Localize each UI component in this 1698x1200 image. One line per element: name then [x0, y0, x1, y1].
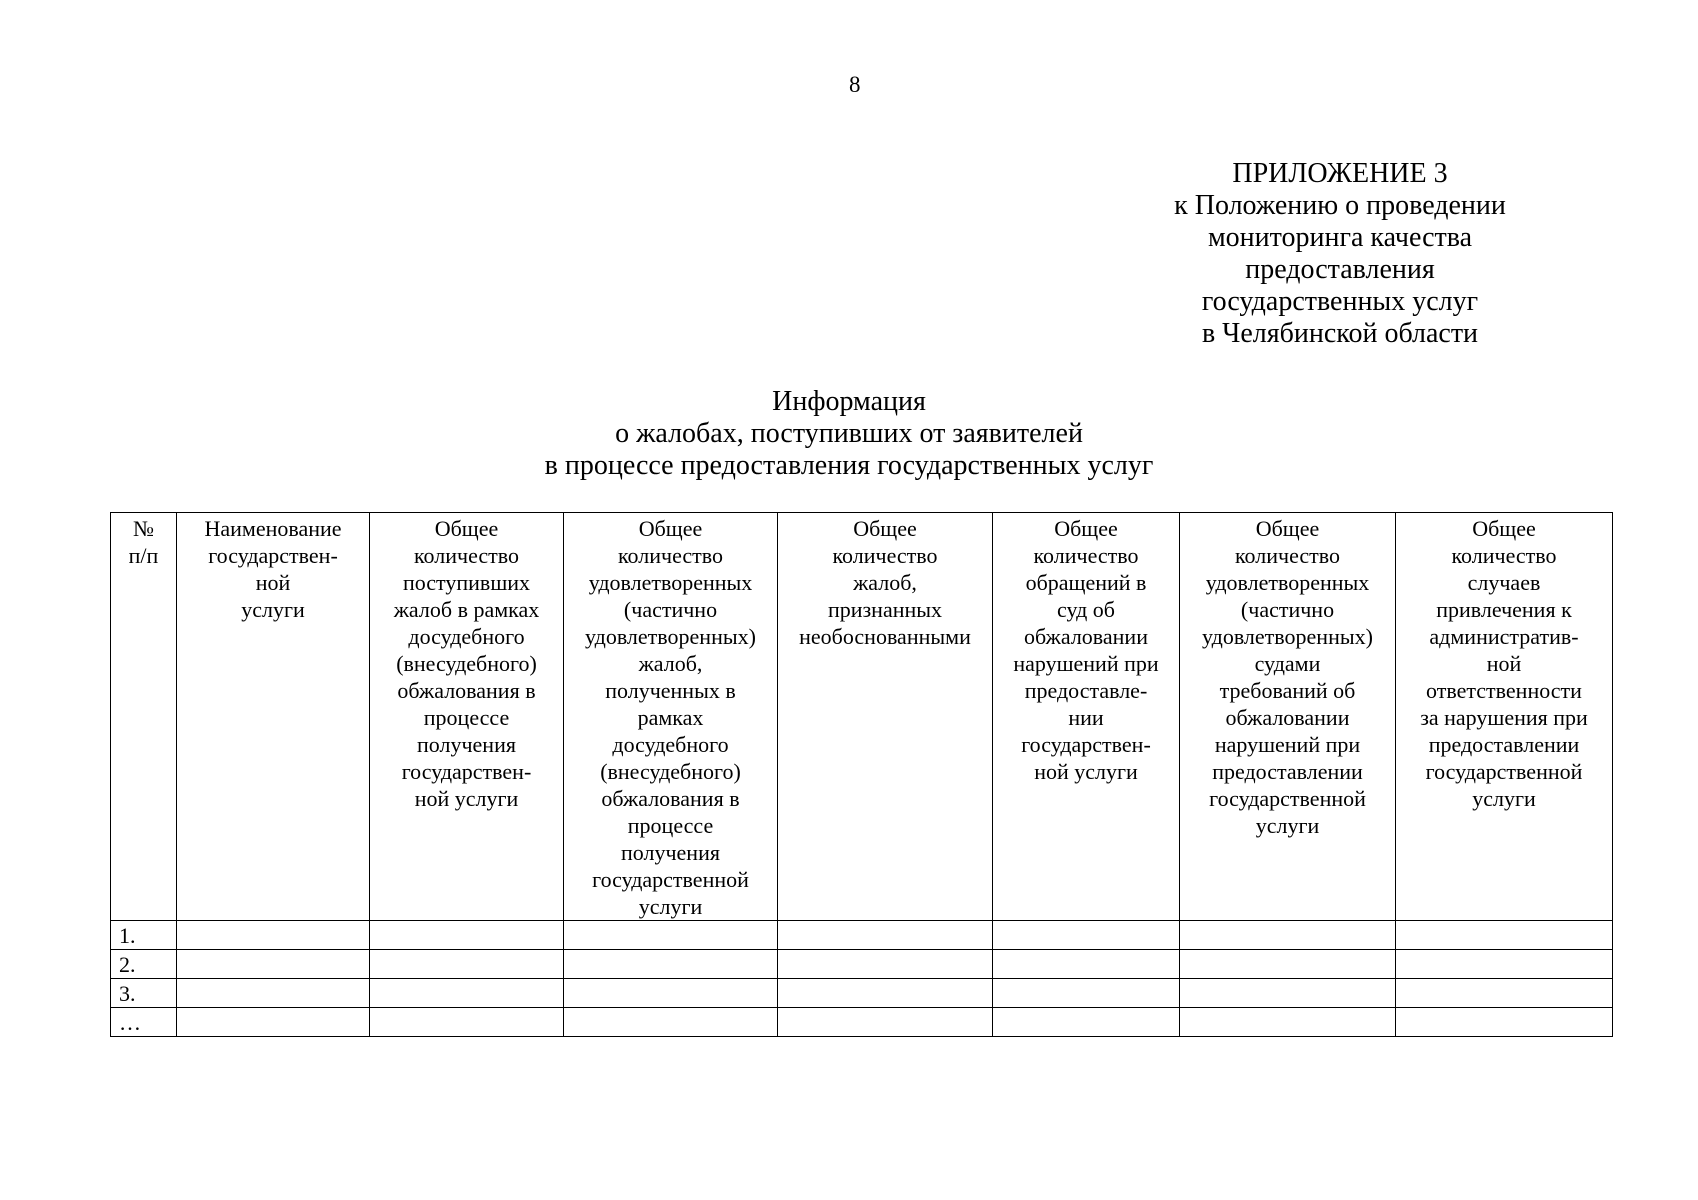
table-cell [1396, 1008, 1613, 1037]
table-cell [177, 979, 370, 1008]
complaints-table [110, 512, 1613, 1037]
appendix-line: ПРИЛОЖЕНИЕ 3 [1232, 158, 1448, 189]
page-number: 8 [849, 72, 861, 97]
header-number: № п/п [111, 513, 177, 921]
table-cell [370, 950, 564, 979]
table-cell [564, 921, 778, 950]
table-cell [778, 979, 993, 1008]
table-cell [1180, 921, 1396, 950]
table-cell [370, 979, 564, 1008]
row-number-cell: 3. [111, 979, 177, 1008]
table-cell [1180, 1008, 1396, 1037]
table-cell [370, 921, 564, 950]
table-row [111, 1008, 1613, 1037]
row-number-cell: 2. [111, 950, 177, 979]
table-cell [564, 1008, 778, 1037]
table-cell [564, 979, 778, 1008]
table-cell [993, 950, 1180, 979]
appendix-line: к Положению о проведении [1174, 190, 1506, 221]
header-service-name: Наименование государствен- ной услуги [177, 513, 370, 921]
row-number-cell: 1. [111, 921, 177, 950]
table-cell [1396, 979, 1613, 1008]
header-court-satisfied: Общее количество удовлетворенных (частично удовлетворенных) судами требований об обжаловании нарушений при предоставлении государственной услуги [1180, 513, 1396, 921]
header-court-appeals: Общее количество обращений в суд об обжаловании нарушений при предоставле- нии государствен- ной услуги [993, 513, 1180, 921]
header-unfounded-complaints: Общее количество жалоб, признанных необоснованными [778, 513, 993, 921]
table-cell [177, 1008, 370, 1037]
appendix-heading [1150, 158, 1530, 350]
header-administrative-liability: Общее количество случаев привлечения к административ- ной ответственности за нарушения при предоставлении государственной услуги [1396, 513, 1613, 921]
appendix-line: в Челябинской области [1201, 318, 1479, 349]
title-line: о жалобах, поступивших от заявителей [615, 418, 1083, 449]
title-line: в процессе предоставления государственных услуг [544, 450, 1154, 481]
appendix-line: государственных услуг [1201, 286, 1479, 317]
header-satisfied-complaints: Общее количество удовлетворенных (частично удовлетворенных) жалоб, полученных в рамках досудебного (внесудебного) обжалования в процессе получения государственной услуги [564, 513, 778, 921]
table-cell [1396, 921, 1613, 950]
table-cell [1396, 950, 1613, 979]
table-cell [1180, 979, 1396, 1008]
table-cell [778, 950, 993, 979]
table-row [111, 979, 1613, 1008]
appendix-line: мониторинга качества [1207, 222, 1473, 253]
appendix-line: предоставления [1245, 254, 1435, 285]
table-row [111, 921, 1613, 950]
title-line: Информация [772, 386, 926, 417]
table-header-row [111, 513, 1613, 921]
table-cell [993, 921, 1180, 950]
table-cell [993, 979, 1180, 1008]
table-row [111, 950, 1613, 979]
table-cell [778, 921, 993, 950]
table-cell [564, 950, 778, 979]
document-title [449, 386, 1249, 482]
table-cell [778, 1008, 993, 1037]
table-cell [370, 1008, 564, 1037]
header-total-complaints: Общее количество поступивших жалоб в рамках досудебного (внесудебного) обжалования в процессе получения государствен- ной услуги [370, 513, 564, 921]
row-number-cell: … [111, 1008, 177, 1037]
table-cell [177, 921, 370, 950]
table-cell [177, 950, 370, 979]
table-cell [993, 1008, 1180, 1037]
table-cell [1180, 950, 1396, 979]
